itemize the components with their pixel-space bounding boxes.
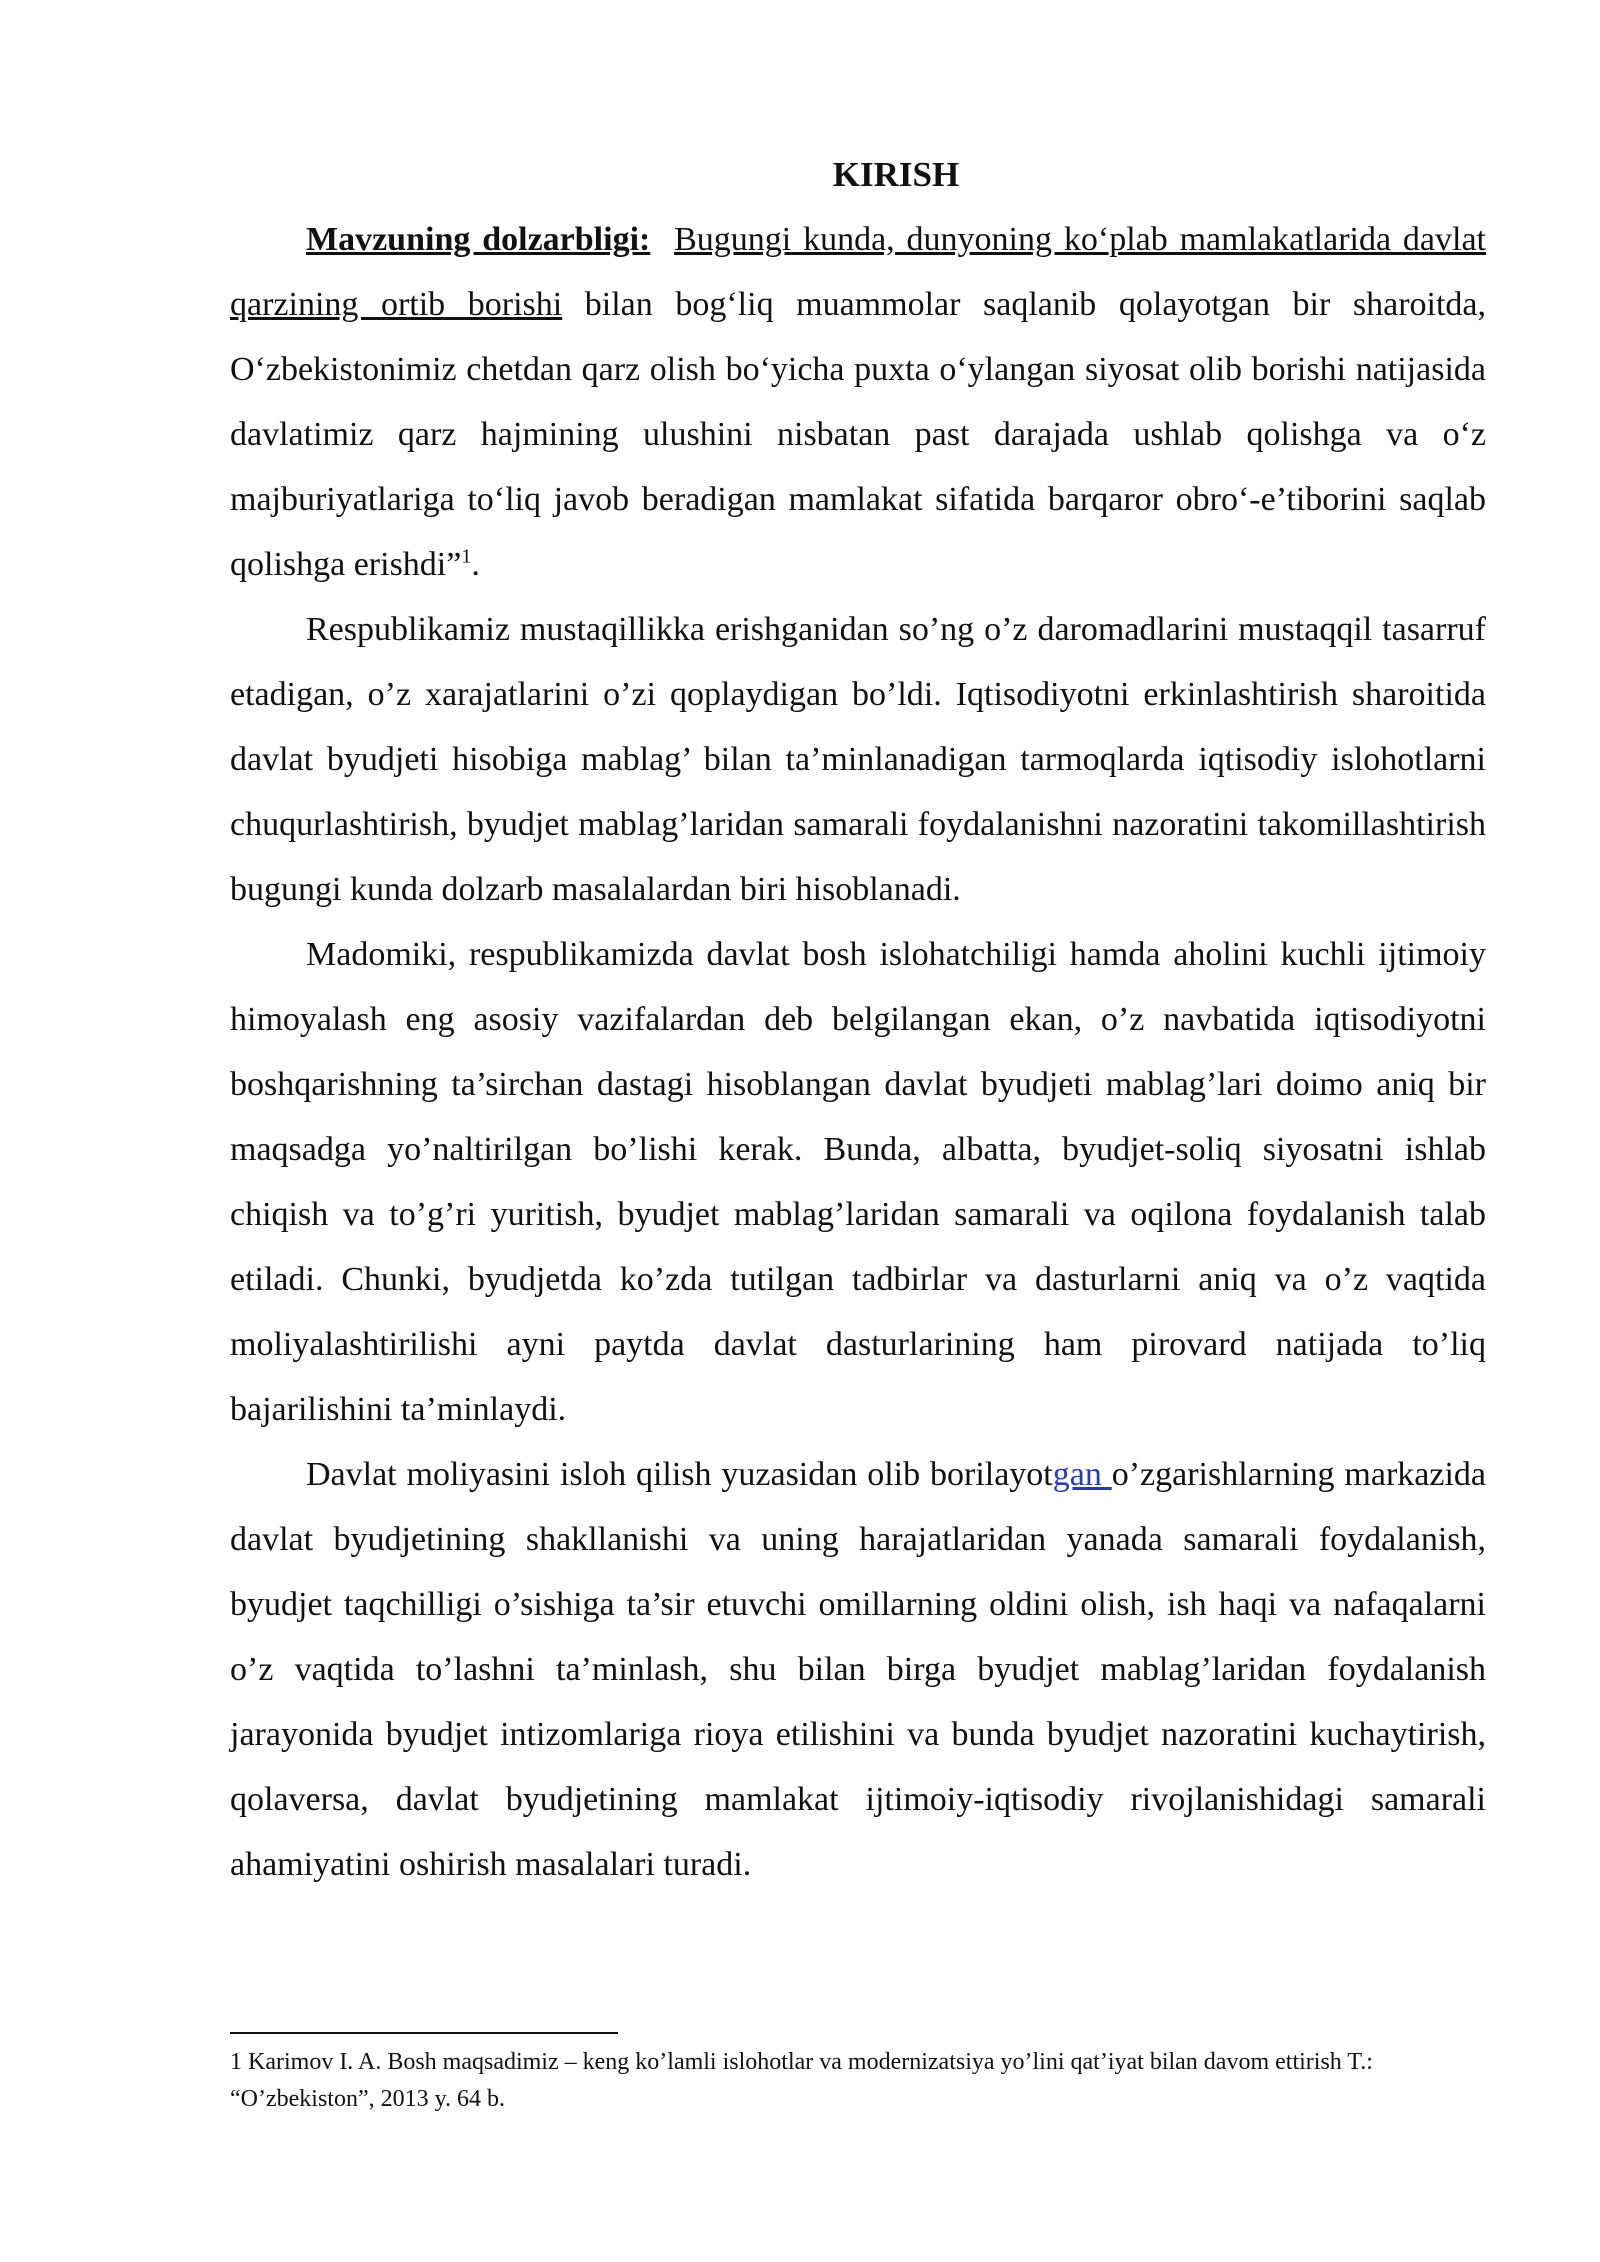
paragraph-text: Davlat moliyasini isloh qilish yuzasidan olib borilayot: [306, 1456, 1053, 1493]
footnote-separator: [230, 2032, 618, 2034]
paragraph-reforms: Madomiki, respublikamizda davlat bosh islohatchiligi hamda aholini kuchli ijtimoiy himoyalash eng asosiy vazifalardan deb belgilangan ekan, o’z navbatida iqtisodiyotni boshqarishning ta’sirchan dastagi hisoblangan davlat byudjeti mablag’lari doimo aniq bir maqsadga yo’naltirilgan bo’lishi kerak. Bunda, albatta, byudjet-soliq siyosatni ishlab chiqish va to’g’ri yuritish, byudjet mablag’laridan samarali va oqilona foydalanish talab etiladi. Chunki, byudjetda ko’zda tutilgan tadbirlar va dasturlarni aniq va o’z vaqtida moliyalashtirilishi ayni paytda davlat dasturlarining ham pirovard natijada to’liq bajarilishini ta’minlaydi.: [230, 936, 1486, 1428]
paragraph-relevance: [230, 207, 1486, 597]
document-body: [230, 142, 1486, 1897]
paragraph-text: o’zgarishlarning markazida davlat byudjetining shakllanishi va uning harajatlaridan yanada samarali foydalanish, byudjet taqchilligi o’sishiga ta’sir etuvchi omillarning oldini olish, ish haqi va nafaqalarni o’z vaqtida to’lashni ta’minlash, shu bilan birga byudjet mablag’laridan foydalanish jarayonida byudjet intizomlariga rioya etilishini va bunda byudjet nazoratini kuchaytirish, qolaversa, davlat byudjetining mamlakat ijtimoiy-iqtisodiy rivojlanishidagi samarali ahamiyatini oshirish masalalari turadi.: [230, 1456, 1487, 1883]
footnote: 1 Karimov I. A. Bosh maqsadimiz – keng ko’lamli islohotlar va modernizatsiya yo’lini qat’iyat bilan davom ettirish T.: “O’zbekiston”, 2013 y. 64 b.: [230, 2049, 1373, 2112]
underlined-phrase: Bugungi kunda, dunyoning ko‘plab mamlakatlarida davlat qarzining ortib borishi: [230, 221, 1486, 323]
page-title: KIRISH: [832, 155, 960, 194]
footnote-reference[interactable]: 1: [461, 545, 472, 568]
paragraph-independence: Respublikamiz mustaqillikka erishganidan so’ng o’z daromadlarini mustaqqil tasarruf etadigan, o’z xarajatlarini o’zi qoplaydigan bo’ldi. Iqtisodiyotni erkinlashtirish sharoitida davlat byudjeti hisobiga mablag’ bilan ta’minlanadigan tarmoqlarda iqtisodiy islohotlarni chuqurlashtirish, byudjet mablag’laridan samarali foydalanishni nazoratini takomillashtirish bugungi kunda dolzarb masalalardan biri hisoblanadi.: [230, 611, 1486, 908]
relevance-heading: Mavzuning dolzarbligi:: [306, 221, 651, 258]
paragraph-end: .: [471, 546, 480, 583]
paragraph-text: bilan bog‘liq muammolar saqlanib qolayotgan bir sharoitda, O‘zbekistonimiz chetdan qarz olish bo‘yicha puxta o‘ylangan siyosat olib borishi natijasida davlatimiz qarz hajmining ulushini nisbatan past darajada ushlab qolishga va o‘z majburiyatlariga to‘liq javob beradigan mamlakat sifatida barqaror obro‘-e’tiborini saqlab qolishga erishdi”: [230, 286, 1487, 583]
paragraph-finance: [230, 1442, 1486, 1897]
hyperlink-text[interactable]: gan: [1052, 1456, 1112, 1493]
